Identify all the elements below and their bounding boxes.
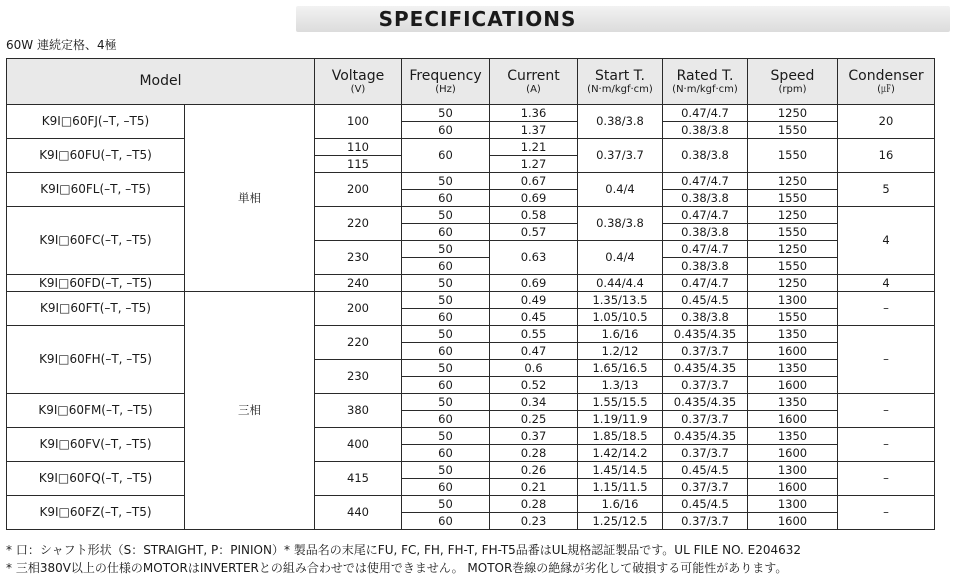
rated-torque-cell: 0.37/3.7 — [663, 513, 748, 530]
rated-torque-cell: 0.45/4.5 — [663, 462, 748, 479]
start-torque-cell: 0.38/3.8 — [578, 105, 663, 139]
header-model: Model — [7, 59, 315, 105]
current-cell: 1.37 — [490, 122, 578, 139]
start-torque-cell: 1.6/16 — [578, 496, 663, 513]
rated-torque-cell: 0.45/4.5 — [663, 496, 748, 513]
frequency-cell: 50 — [402, 394, 490, 411]
speed-cell: 1250 — [748, 241, 838, 258]
rating-subtitle: 60W 連続定格、4極 — [6, 38, 117, 52]
start-torque-cell: 0.44/4.4 — [578, 275, 663, 292]
rated-torque-cell: 0.435/4.35 — [663, 360, 748, 377]
current-cell: 0.49 — [490, 292, 578, 309]
start-torque-cell: 1.05/10.5 — [578, 309, 663, 326]
rated-torque-cell: 0.435/4.35 — [663, 326, 748, 343]
start-torque-cell: 1.55/15.5 — [578, 394, 663, 411]
voltage-cell: 230 — [315, 241, 402, 275]
start-torque-cell: 1.2/12 — [578, 343, 663, 360]
start-torque-cell: 1.65/16.5 — [578, 360, 663, 377]
condenser-cell: 16 — [838, 139, 935, 173]
start-torque-cell: 1.6/16 — [578, 326, 663, 343]
model-cell: K9I□60FC(–T, –T5) — [7, 207, 185, 275]
frequency-cell: 50 — [402, 173, 490, 190]
voltage-cell: 220 — [315, 326, 402, 360]
current-cell: 0.52 — [490, 377, 578, 394]
condenser-cell: – — [838, 394, 935, 428]
current-cell: 0.34 — [490, 394, 578, 411]
frequency-cell: 50 — [402, 207, 490, 224]
speed-cell: 1250 — [748, 105, 838, 122]
start-torque-cell: 1.45/14.5 — [578, 462, 663, 479]
footnote: * 口：シャフト形状（S：STRAIGHT, P：PINION）* 製品名の末尾にFU, FC, FH, FH-T, FH-T5品番はUL規格認証製品です。UL FILE NO. E204632 — [6, 543, 802, 557]
rated-torque-cell: 0.47/4.7 — [663, 241, 748, 258]
speed-cell: 1550 — [748, 139, 838, 173]
speed-cell: 1600 — [748, 479, 838, 496]
current-cell: 1.36 — [490, 105, 578, 122]
condenser-cell: – — [838, 462, 935, 496]
frequency-cell: 60 — [402, 309, 490, 326]
rated-torque-cell: 0.47/4.7 — [663, 105, 748, 122]
voltage-cell: 100 — [315, 105, 402, 139]
table-row — [7, 394, 935, 411]
current-cell: 0.37 — [490, 428, 578, 445]
rated-torque-cell: 0.47/4.7 — [663, 173, 748, 190]
table-row — [7, 173, 935, 190]
header-frequency: Frequency (Hz) — [402, 59, 490, 105]
frequency-cell: 50 — [402, 496, 490, 513]
frequency-cell: 60 — [402, 445, 490, 462]
table-row — [7, 207, 935, 224]
voltage-cell: 230 — [315, 360, 402, 394]
current-cell: 0.28 — [490, 445, 578, 462]
current-cell: 0.58 — [490, 207, 578, 224]
start-torque-cell: 0.37/3.7 — [578, 139, 663, 173]
rated-torque-cell: 0.38/3.8 — [663, 139, 748, 173]
speed-cell: 1600 — [748, 445, 838, 462]
frequency-cell: 50 — [402, 360, 490, 377]
model-cell: K9I□60FT(–T, –T5) — [7, 292, 185, 326]
frequency-cell: 50 — [402, 326, 490, 343]
frequency-cell: 60 — [402, 377, 490, 394]
speed-cell: 1600 — [748, 343, 838, 360]
speed-cell: 1300 — [748, 496, 838, 513]
speed-cell: 1600 — [748, 377, 838, 394]
speed-cell: 1550 — [748, 122, 838, 139]
start-torque-cell: 1.25/12.5 — [578, 513, 663, 530]
speed-cell: 1550 — [748, 224, 838, 241]
speed-cell: 1350 — [748, 428, 838, 445]
rated-torque-cell: 0.38/3.8 — [663, 258, 748, 275]
condenser-cell: – — [838, 292, 935, 326]
current-cell: 1.21 — [490, 139, 578, 156]
rated-torque-cell: 0.37/3.7 — [663, 411, 748, 428]
current-cell: 0.69 — [490, 190, 578, 207]
voltage-cell: 115 — [315, 156, 402, 173]
speed-cell: 1600 — [748, 513, 838, 530]
table-row — [7, 496, 935, 513]
rated-torque-cell: 0.435/4.35 — [663, 428, 748, 445]
speed-cell: 1350 — [748, 326, 838, 343]
frequency-cell: 50 — [402, 428, 490, 445]
rated-torque-cell: 0.47/4.7 — [663, 207, 748, 224]
condenser-cell: – — [838, 428, 935, 462]
speed-cell: 1250 — [748, 207, 838, 224]
speed-cell: 1550 — [748, 190, 838, 207]
frequency-cell: 50 — [402, 241, 490, 258]
frequency-cell: 60 — [402, 479, 490, 496]
speed-cell: 1250 — [748, 173, 838, 190]
header-voltage: Voltage (V) — [315, 59, 402, 105]
rated-torque-cell: 0.37/3.7 — [663, 377, 748, 394]
condenser-cell: 4 — [838, 207, 935, 275]
condenser-cell: 5 — [838, 173, 935, 207]
rated-torque-cell: 0.38/3.8 — [663, 224, 748, 241]
current-cell: 0.23 — [490, 513, 578, 530]
model-cell: K9I□60FQ(–T, –T5) — [7, 462, 185, 496]
current-cell: 0.28 — [490, 496, 578, 513]
condenser-cell: – — [838, 496, 935, 530]
start-torque-cell: 1.15/11.5 — [578, 479, 663, 496]
rated-torque-cell: 0.37/3.7 — [663, 343, 748, 360]
footnote: * 三相380V以上の仕様のMOTORはINVERTERとの組み合わせでは使用できません。 MOTOR巻線の絶縁が劣化して破損する可能性があります。 — [6, 561, 788, 575]
voltage-cell: 200 — [315, 173, 402, 207]
current-cell: 1.27 — [490, 156, 578, 173]
start-torque-cell: 1.42/14.2 — [578, 445, 663, 462]
frequency-cell: 60 — [402, 224, 490, 241]
rated-torque-cell: 0.47/4.7 — [663, 275, 748, 292]
phase-cell-three: 三相 — [185, 292, 315, 530]
table-row — [7, 326, 935, 343]
table-row — [7, 275, 935, 292]
frequency-cell: 50 — [402, 462, 490, 479]
current-cell: 0.21 — [490, 479, 578, 496]
start-torque-cell: 0.4/4 — [578, 241, 663, 275]
header-start-torque: Start T. (N·m/kgf·cm) — [578, 59, 663, 105]
rated-torque-cell: 0.435/4.35 — [663, 394, 748, 411]
voltage-cell: 110 — [315, 139, 402, 156]
start-torque-cell: 1.85/18.5 — [578, 428, 663, 445]
current-cell: 0.69 — [490, 275, 578, 292]
table-row — [7, 139, 935, 156]
rated-torque-cell: 0.37/3.7 — [663, 479, 748, 496]
model-cell: K9I□60FJ(–T, –T5) — [7, 105, 185, 139]
rated-torque-cell: 0.38/3.8 — [663, 309, 748, 326]
frequency-cell: 60 — [402, 343, 490, 360]
condenser-cell: 4 — [838, 275, 935, 292]
frequency-cell: 60 — [402, 411, 490, 428]
frequency-cell: 50 — [402, 275, 490, 292]
frequency-cell: 60 — [402, 139, 490, 173]
table-row — [7, 462, 935, 479]
speed-cell: 1550 — [748, 258, 838, 275]
start-torque-cell: 1.19/11.9 — [578, 411, 663, 428]
voltage-cell: 240 — [315, 275, 402, 292]
current-cell: 0.6 — [490, 360, 578, 377]
voltage-cell: 380 — [315, 394, 402, 428]
speed-cell: 1550 — [748, 309, 838, 326]
model-cell: K9I□60FM(–T, –T5) — [7, 394, 185, 428]
speed-cell: 1300 — [748, 462, 838, 479]
table-row — [7, 292, 935, 309]
model-cell: K9I□60FL(–T, –T5) — [7, 173, 185, 207]
voltage-cell: 200 — [315, 292, 402, 326]
speed-cell: 1350 — [748, 394, 838, 411]
table-row — [7, 105, 935, 122]
model-cell: K9I□60FZ(–T, –T5) — [7, 496, 185, 530]
speed-cell: 1300 — [748, 292, 838, 309]
rated-torque-cell: 0.45/4.5 — [663, 292, 748, 309]
current-cell: 0.63 — [490, 241, 578, 275]
current-cell: 0.45 — [490, 309, 578, 326]
voltage-cell: 440 — [315, 496, 402, 530]
speed-cell: 1350 — [748, 360, 838, 377]
phase-cell-single: 単相 — [185, 105, 315, 292]
rated-torque-cell: 0.37/3.7 — [663, 445, 748, 462]
page-title: SPECIFICATIONS — [378, 7, 577, 31]
rated-torque-cell: 0.38/3.8 — [663, 122, 748, 139]
current-cell: 0.47 — [490, 343, 578, 360]
voltage-cell: 220 — [315, 207, 402, 241]
frequency-cell: 60 — [402, 258, 490, 275]
start-torque-cell: 0.4/4 — [578, 173, 663, 207]
condenser-cell: – — [838, 326, 935, 394]
rated-torque-cell: 0.38/3.8 — [663, 190, 748, 207]
speed-cell: 1250 — [748, 275, 838, 292]
model-cell: K9I□60FH(–T, –T5) — [7, 326, 185, 394]
start-torque-cell: 1.35/13.5 — [578, 292, 663, 309]
frequency-cell: 50 — [402, 292, 490, 309]
frequency-cell: 60 — [402, 513, 490, 530]
model-cell: K9I□60FU(–T, –T5) — [7, 139, 185, 173]
speed-cell: 1600 — [748, 411, 838, 428]
start-torque-cell: 1.3/13 — [578, 377, 663, 394]
voltage-cell: 415 — [315, 462, 402, 496]
current-cell: 0.55 — [490, 326, 578, 343]
header-speed: Speed (rpm) — [748, 59, 838, 105]
voltage-cell: 400 — [315, 428, 402, 462]
footnotes — [6, 541, 801, 577]
frequency-cell: 50 — [402, 105, 490, 122]
current-cell: 0.26 — [490, 462, 578, 479]
model-cell: K9I□60FD(–T, –T5) — [7, 275, 185, 292]
header-rated-torque: Rated T. (N·m/kgf·cm) — [663, 59, 748, 105]
condenser-cell: 20 — [838, 105, 935, 139]
frequency-cell: 60 — [402, 122, 490, 139]
header-condenser: Condenser (㎌) — [838, 59, 935, 105]
header-current: Current (A) — [490, 59, 578, 105]
current-cell: 0.57 — [490, 224, 578, 241]
table-row — [7, 428, 935, 445]
frequency-cell: 60 — [402, 190, 490, 207]
current-cell: 0.67 — [490, 173, 578, 190]
start-torque-cell: 0.38/3.8 — [578, 207, 663, 241]
model-cell: K9I□60FV(–T, –T5) — [7, 428, 185, 462]
current-cell: 0.25 — [490, 411, 578, 428]
specifications-table — [6, 58, 935, 530]
